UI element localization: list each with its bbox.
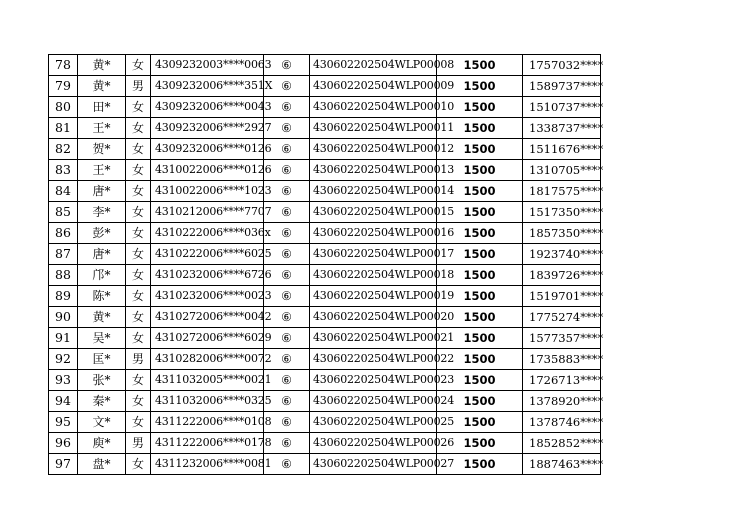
phone-cell: 1517350**** (523, 202, 601, 223)
phone-cell: 1378920**** (523, 391, 601, 412)
phone-cell: 1852852**** (523, 433, 601, 454)
code-cell: 430602202504WLP00019 (310, 286, 437, 307)
phone-cell: 1338737**** (523, 118, 601, 139)
amount-cell: 1500 (437, 76, 523, 97)
row-number-cell: 91 (49, 328, 78, 349)
row-number-cell: 85 (49, 202, 78, 223)
row-number-cell: 78 (49, 55, 78, 76)
id-number-cell: 4311222006****0108 (151, 412, 264, 433)
phone-cell: 1519701**** (523, 286, 601, 307)
table-row (49, 118, 601, 139)
amount-cell: 1500 (437, 139, 523, 160)
gender-cell: 男 (126, 433, 151, 454)
row-number-cell: 84 (49, 181, 78, 202)
gender-cell: 女 (126, 286, 151, 307)
id-number-cell: 4310222006****036x (151, 223, 264, 244)
table-row (49, 76, 601, 97)
id-number-cell: 4311222006****0178 (151, 433, 264, 454)
row-number-cell: 94 (49, 391, 78, 412)
row-number-cell: 96 (49, 433, 78, 454)
table-row (49, 286, 601, 307)
phone-cell: 1775274**** (523, 307, 601, 328)
name-cell: 盘* (78, 454, 126, 475)
phone-cell: 1726713**** (523, 370, 601, 391)
table-row (49, 55, 601, 76)
amount-cell: 1500 (437, 307, 523, 328)
id-number-cell: 4310272006****6029 (151, 328, 264, 349)
table-row (49, 181, 601, 202)
amount-cell: 1500 (437, 244, 523, 265)
circled-six-mark: ⑥ (264, 244, 310, 265)
code-cell: 430602202504WLP00023 (310, 370, 437, 391)
circled-six-mark: ⑥ (264, 223, 310, 244)
name-cell: 李* (78, 202, 126, 223)
circled-six-mark: ⑥ (264, 391, 310, 412)
phone-cell: 1923740**** (523, 244, 601, 265)
amount-cell: 1500 (437, 118, 523, 139)
gender-cell: 女 (126, 412, 151, 433)
gender-cell: 女 (126, 391, 151, 412)
code-cell: 430602202504WLP00011 (310, 118, 437, 139)
name-cell: 王* (78, 160, 126, 181)
table-row (49, 454, 601, 475)
phone-cell: 1817575**** (523, 181, 601, 202)
circled-six-mark: ⑥ (264, 454, 310, 475)
row-number-cell: 97 (49, 454, 78, 475)
name-cell: 秦* (78, 391, 126, 412)
amount-cell: 1500 (437, 391, 523, 412)
row-number-cell: 95 (49, 412, 78, 433)
code-cell: 430602202504WLP00010 (310, 97, 437, 118)
code-cell: 430602202504WLP00024 (310, 391, 437, 412)
phone-cell: 1735883**** (523, 349, 601, 370)
table-row (49, 412, 601, 433)
gender-cell: 男 (126, 76, 151, 97)
amount-cell: 1500 (437, 265, 523, 286)
amount-cell: 1500 (437, 97, 523, 118)
name-cell: 王* (78, 118, 126, 139)
id-number-cell: 4309232006****0126 (151, 139, 264, 160)
name-cell: 匡* (78, 349, 126, 370)
code-cell: 430602202504WLP00026 (310, 433, 437, 454)
gender-cell: 女 (126, 139, 151, 160)
row-number-cell: 90 (49, 307, 78, 328)
code-cell: 430602202504WLP00018 (310, 265, 437, 286)
table-row (49, 328, 601, 349)
row-number-cell: 83 (49, 160, 78, 181)
row-number-cell: 93 (49, 370, 78, 391)
code-cell: 430602202504WLP00022 (310, 349, 437, 370)
table-row (49, 223, 601, 244)
gender-cell: 女 (126, 265, 151, 286)
table-row (49, 307, 601, 328)
amount-cell: 1500 (437, 202, 523, 223)
circled-six-mark: ⑥ (264, 55, 310, 76)
code-cell: 430602202504WLP00012 (310, 139, 437, 160)
id-number-cell: 4310272006****0042 (151, 307, 264, 328)
name-cell: 田* (78, 97, 126, 118)
gender-cell: 女 (126, 97, 151, 118)
row-number-cell: 89 (49, 286, 78, 307)
amount-cell: 1500 (437, 286, 523, 307)
phone-cell: 1511676**** (523, 139, 601, 160)
code-cell: 430602202504WLP00013 (310, 160, 437, 181)
row-number-cell: 87 (49, 244, 78, 265)
table-row (49, 202, 601, 223)
id-number-cell: 4310022006****1023 (151, 181, 264, 202)
table-row (49, 97, 601, 118)
name-cell: 唐* (78, 181, 126, 202)
row-number-cell: 88 (49, 265, 78, 286)
id-number-cell: 4310022006****0126 (151, 160, 264, 181)
table-row (49, 370, 601, 391)
circled-six-mark: ⑥ (264, 139, 310, 160)
amount-cell: 1500 (437, 349, 523, 370)
circled-six-mark: ⑥ (264, 76, 310, 97)
amount-cell: 1500 (437, 223, 523, 244)
table-body (49, 55, 604, 475)
gender-cell: 女 (126, 160, 151, 181)
amount-cell: 1500 (437, 454, 523, 475)
row-number-cell: 79 (49, 76, 78, 97)
circled-six-mark: ⑥ (264, 370, 310, 391)
circled-six-mark: ⑥ (264, 118, 310, 139)
name-cell: 彭* (78, 223, 126, 244)
table-row (49, 433, 601, 454)
row-number-cell: 81 (49, 118, 78, 139)
circled-six-mark: ⑥ (264, 265, 310, 286)
table-row (49, 349, 601, 370)
gender-cell: 女 (126, 307, 151, 328)
table-row (49, 265, 601, 286)
circled-six-mark: ⑥ (264, 160, 310, 181)
name-cell: 黄* (78, 76, 126, 97)
table-row (49, 139, 601, 160)
circled-six-mark: ⑥ (264, 181, 310, 202)
code-cell: 430602202504WLP00015 (310, 202, 437, 223)
gender-cell: 女 (126, 55, 151, 76)
gender-cell: 女 (126, 370, 151, 391)
id-number-cell: 4310282006****0072 (151, 349, 264, 370)
circled-six-mark: ⑥ (264, 412, 310, 433)
circled-six-mark: ⑥ (264, 97, 310, 118)
id-number-cell: 4309232006****0043 (151, 97, 264, 118)
amount-cell: 1500 (437, 412, 523, 433)
name-cell: 陈* (78, 286, 126, 307)
id-number-cell: 4310212006****7707 (151, 202, 264, 223)
code-cell: 430602202504WLP00017 (310, 244, 437, 265)
code-cell: 430602202504WLP00014 (310, 181, 437, 202)
code-cell: 430602202504WLP00021 (310, 328, 437, 349)
id-number-cell: 4311232006****0081 (151, 454, 264, 475)
name-cell: 唐* (78, 244, 126, 265)
phone-cell: 1839726**** (523, 265, 601, 286)
table-row (49, 391, 601, 412)
row-number-cell: 82 (49, 139, 78, 160)
phone-cell: 1510737**** (523, 97, 601, 118)
id-number-cell: 4311032006****0325 (151, 391, 264, 412)
name-cell: 贺* (78, 139, 126, 160)
row-number-cell: 80 (49, 97, 78, 118)
phone-cell: 1757032**** (523, 55, 601, 76)
gender-cell: 男 (126, 349, 151, 370)
circled-six-mark: ⑥ (264, 433, 310, 454)
row-number-cell: 86 (49, 223, 78, 244)
name-cell: 邝* (78, 265, 126, 286)
name-cell: 黄* (78, 55, 126, 76)
phone-cell: 1577357**** (523, 328, 601, 349)
phone-cell: 1310705**** (523, 160, 601, 181)
id-number-cell: 4309232006****351X (151, 76, 264, 97)
table-row (49, 244, 601, 265)
gender-cell: 女 (126, 244, 151, 265)
amount-cell: 1500 (437, 181, 523, 202)
name-cell: 黄* (78, 307, 126, 328)
gender-cell: 女 (126, 223, 151, 244)
gender-cell: 女 (126, 202, 151, 223)
code-cell: 430602202504WLP00016 (310, 223, 437, 244)
gender-cell: 女 (126, 328, 151, 349)
circled-six-mark: ⑥ (264, 349, 310, 370)
name-cell: 文* (78, 412, 126, 433)
id-number-cell: 4311032005****0021 (151, 370, 264, 391)
amount-cell: 1500 (437, 328, 523, 349)
table-row (49, 160, 601, 181)
phone-cell: 1589737**** (523, 76, 601, 97)
code-cell: 430602202504WLP00025 (310, 412, 437, 433)
id-number-cell: 4310232006****6726 (151, 265, 264, 286)
code-cell: 430602202504WLP00027 (310, 454, 437, 475)
data-table (48, 54, 604, 475)
name-cell: 吴* (78, 328, 126, 349)
gender-cell: 女 (126, 181, 151, 202)
phone-cell: 1378746**** (523, 412, 601, 433)
amount-cell: 1500 (437, 55, 523, 76)
row-number-cell: 92 (49, 349, 78, 370)
amount-cell: 1500 (437, 160, 523, 181)
id-number-cell: 4310232006****0023 (151, 286, 264, 307)
phone-cell: 1887463**** (523, 454, 601, 475)
id-number-cell: 4309232006****2927 (151, 118, 264, 139)
amount-cell: 1500 (437, 433, 523, 454)
code-cell: 430602202504WLP00009 (310, 76, 437, 97)
name-cell: 庾* (78, 433, 126, 454)
circled-six-mark: ⑥ (264, 286, 310, 307)
amount-cell: 1500 (437, 370, 523, 391)
id-number-cell: 4309232003****0063 (151, 55, 264, 76)
circled-six-mark: ⑥ (264, 328, 310, 349)
circled-six-mark: ⑥ (264, 202, 310, 223)
phone-cell: 1857350**** (523, 223, 601, 244)
code-cell: 430602202504WLP00008 (310, 55, 437, 76)
circled-six-mark: ⑥ (264, 307, 310, 328)
code-cell: 430602202504WLP00020 (310, 307, 437, 328)
id-number-cell: 4310222006****6025 (151, 244, 264, 265)
name-cell: 张* (78, 370, 126, 391)
gender-cell: 女 (126, 118, 151, 139)
gender-cell: 女 (126, 454, 151, 475)
